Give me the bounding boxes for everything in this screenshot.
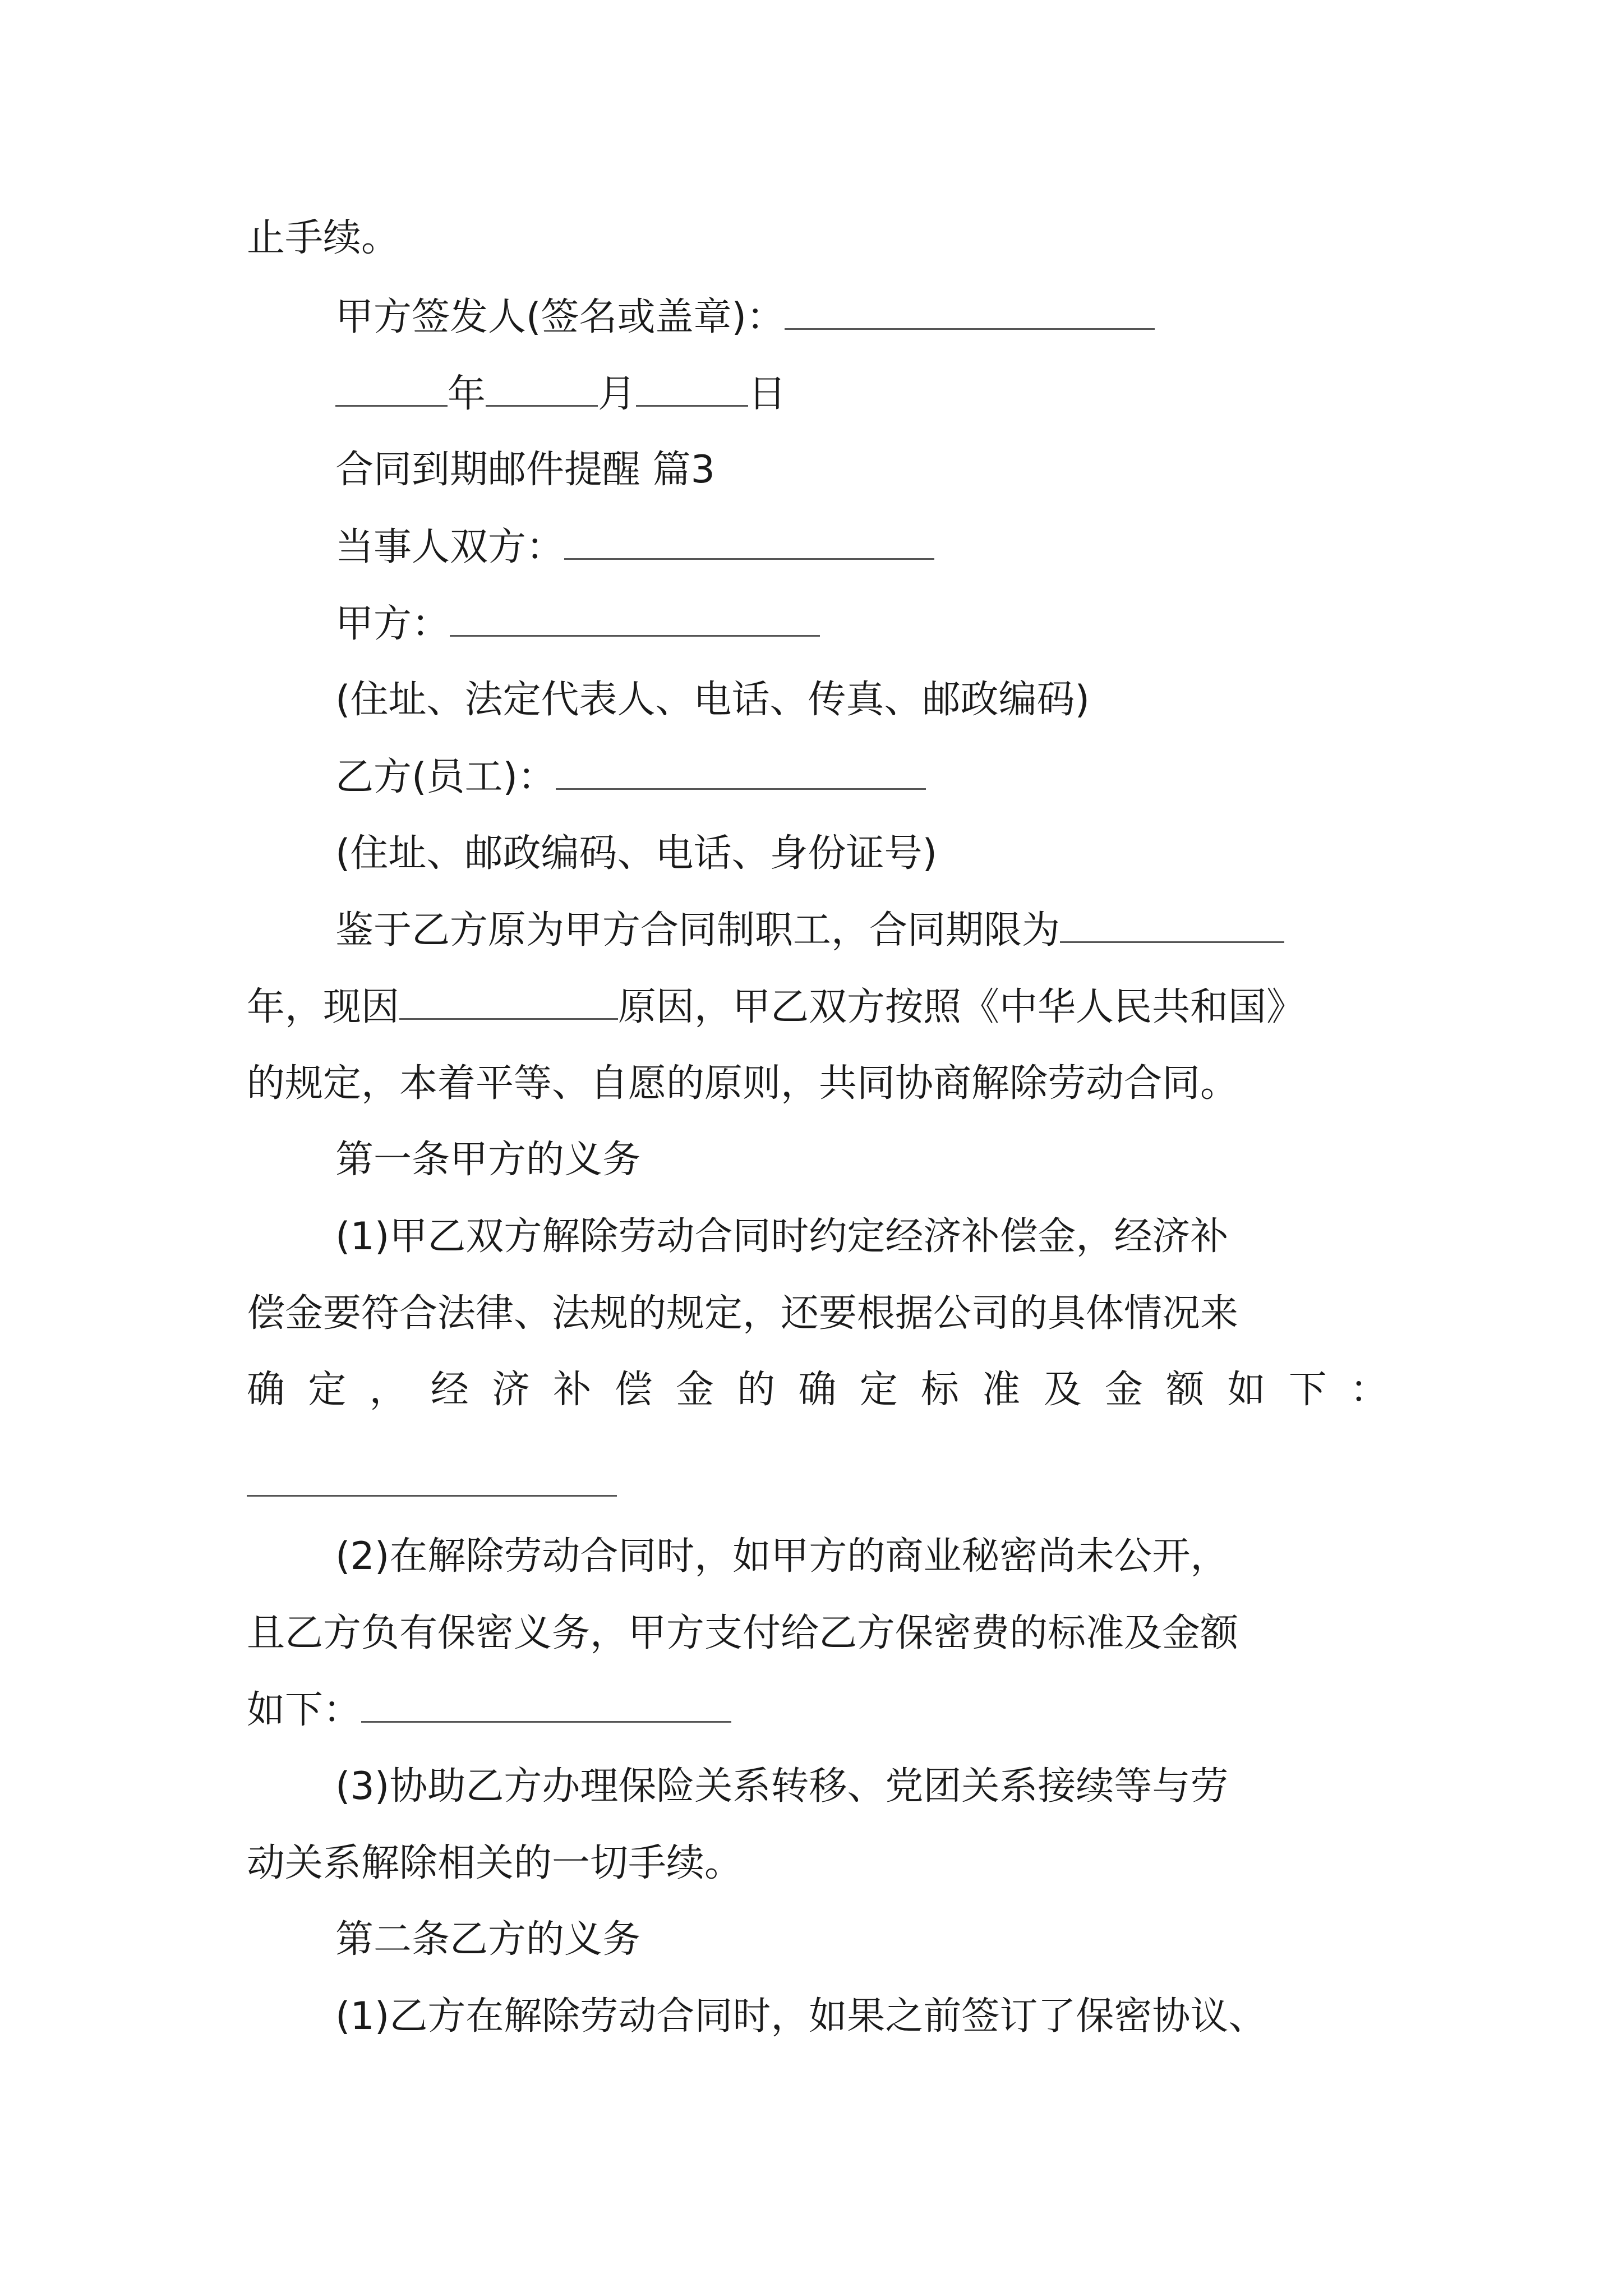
year-label: 年 [448,372,486,416]
parties-line [335,524,934,570]
signer-line [335,295,1155,340]
text: 当事人双方： [335,525,565,569]
text-line [335,678,1090,723]
text-line [335,1534,1228,1579]
party-b-line [335,754,926,800]
month-label: 月 [598,372,637,416]
year-blank [335,371,448,407]
text: 且乙方负有保密义务，甲方支付给乙方保密费的标准及金额 [247,1611,1239,1655]
section-heading [335,448,715,493]
text-line [247,1291,1238,1336]
text: 乙方(员工)： [335,755,556,799]
term-blank [1060,908,1284,943]
text-line [247,1841,743,1886]
day-label: 日 [748,372,787,416]
text: (1)甲乙双方解除劳动合同时约定经济补偿金，经济补 [335,1214,1229,1259]
text: (2)在解除劳动合同时，如甲方的商业秘密尚未公开， [335,1534,1229,1579]
text: 甲方： [335,602,450,646]
text: (3)协助乙方办理保险关系转移、党团关系接续等与劳 [335,1764,1229,1809]
date-line [335,371,786,417]
text-line [335,831,937,876]
article-heading [335,1138,640,1182]
text: (住址、邮政编码、电话、身份证号) [335,831,938,876]
text: (1)乙方在解除劳动合同时，如果之前签订了保密协议、 [335,1994,1267,2039]
text: 的规定，本着平等、自愿的原则，共同协商解除劳动合同。 [247,1061,1239,1106]
text-line [247,1687,731,1733]
text-line [335,1994,1266,2039]
text-line [335,908,1284,953]
text-line [247,216,399,261]
reason-blank [399,984,618,1020]
month-blank [486,371,598,407]
text-line [247,1611,1238,1656]
text: 合同到期邮件提醒 篇3 [335,448,715,492]
text: 第二条乙方的义务 [335,1917,641,1962]
text-line [335,1214,1228,1259]
text-line [247,1061,1238,1106]
text-line [335,1764,1228,1809]
party-a-blank [450,601,820,637]
text: 偿金要符合法律、法规的规定，还要根据公司的具体情况来 [247,1291,1239,1336]
text: 甲方签发人(签名或盖章)： [335,295,785,339]
signature-blank [785,295,1155,330]
day-blank [636,371,748,407]
confidentiality-fee-blank [361,1687,731,1723]
party-a-line [335,601,820,647]
text-line-justified: 确定，经济补偿金的确定标准及金额如下： [247,1368,1388,1412]
text: (住址、法定代表人、电话、传真、邮政编码) [335,678,1090,722]
text: 第一条甲方的义务 [335,1138,641,1182]
parties-blank [564,524,934,560]
text: 原因，甲乙双方按照《中华人民共和国》 [618,985,1305,1029]
text: 年，现因 [247,985,400,1029]
text: 鉴于乙方原为甲方合同制职工，合同期限为 [335,908,1061,953]
party-b-blank [556,754,926,790]
compensation-blank [247,1495,617,1497]
text-line [247,984,1304,1030]
text: 如下： [247,1688,362,1732]
text: 止手续。 [247,216,400,260]
text: 动关系解除相关的一切手续。 [247,1841,743,1885]
article-heading [335,1917,640,1962]
